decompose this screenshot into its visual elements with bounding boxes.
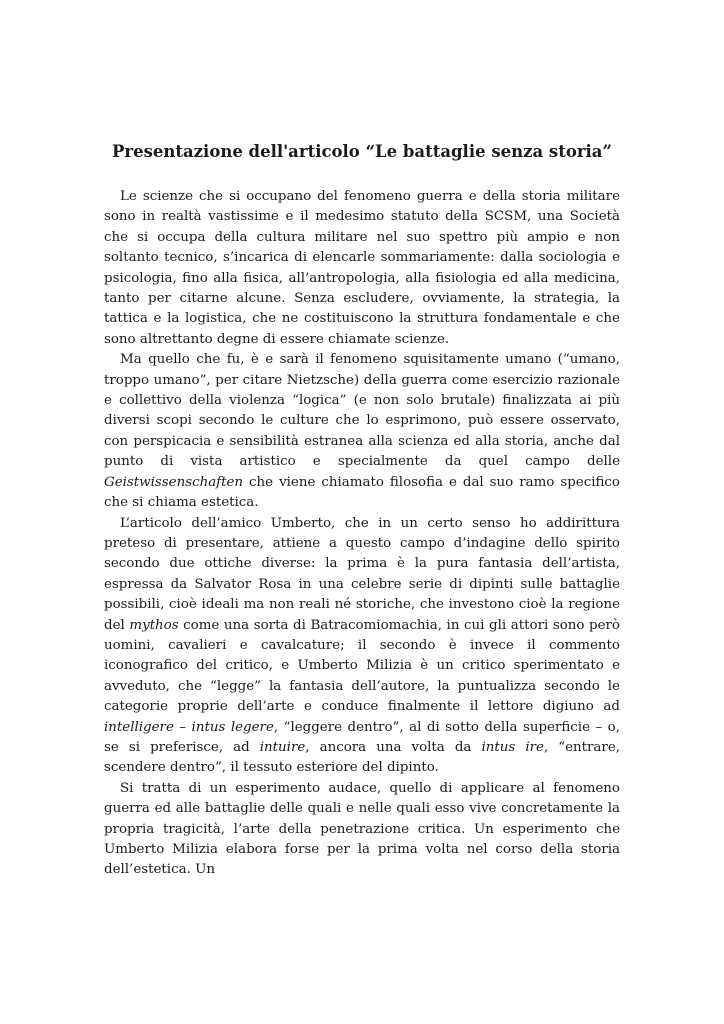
italic-term: Geistwissenschaften — [104, 474, 244, 490]
document-title: Presentazione dell'articolo “Le battaglie senza storia” — [111, 142, 612, 161]
italic-term: intuire — [259, 739, 306, 755]
italic-term: mythos — [129, 617, 179, 633]
paragraph-text: , “entrare, scendere dentro”, il tessuto esteriore del dipinto. — [104, 739, 620, 776]
paragraph-text: Si tratta di un esperimento audace, quello di applicare al fenomeno guerra ed alle battaglie delle quali e nelle quali esso vive concretamente la propria tragicità, l’arte della penetrazione critica. Un esperimento che Umberto Milizia elabora forse per la prima volta nel corso della storia dell’estetica. Un — [104, 780, 620, 878]
paragraph-text: Ma quello che fu, è e sarà il fenomeno squisitamente umano (“umano, troppo umano”, per citare Nietzsche) della guerra come esercizio razionale e collettivo della violenza “logica” (e non solo brutale) finalizzata ai più diversi scopi secondo le culture che lo esprimono, può essere osservato, con perspicacia e sensibilità estranea alla scienza ed alla storia, anche dal punto di vista artistico e specialmente da quel campo delle — [104, 352, 620, 470]
paragraph-text: Le scienze che si occupano del fenomeno guerra e della storia militare sono in realtà vastissime e il medesimo statuto della SCSM, una Società che si occupa della cultura militare nel suo spettro più ampio e non soltanto tecnico, s’incarica di elencarle sommariamente: dalla sociologia e psicologia, fino alla fisica, all’antropologia, alla fisiologia ed alla medicina, tanto per citarne alcune. Senza escludere, ovviamente, la strategia, la tattica e la logistica, che ne costituiscono la struttura fondamentale e che sono altrettanto degne di essere chiamate scienze. — [104, 189, 620, 347]
paragraph-3 — [104, 514, 620, 779]
paragraph-text: , “leggere dentro”, al di sotto della superficie – o, se si preferisce, ad — [104, 719, 620, 755]
italic-term: intus ire — [481, 739, 544, 755]
paragraph-1 — [104, 187, 620, 350]
document-body — [104, 187, 620, 881]
paragraph-text: , ancora una volta da — [305, 739, 482, 755]
paragraph-text: come una sorta di Batracomiomachia, in cui gli attori sono però uomini, cavalieri e cavalcature; il secondo è invece il commento iconografico del critico, e Umberto Milizia è un critico sperimentato e avveduto, che “legge” la fantasia dell’autore, la puntualizza secondo le categorie proprie dell’arte e conduce finalmente il lettore digiuno ad — [104, 617, 620, 715]
paragraph-2 — [104, 350, 620, 513]
paragraph-4 — [104, 779, 620, 881]
italic-term: intelligere – intus legere — [104, 719, 274, 735]
paragraph-text: che viene chiamato filosofia e dal suo ramo specifico che si chiama estetica. — [104, 474, 620, 511]
paragraph-text: L’articolo dell’amico Umberto, che in un certo senso ho addirittura preteso di presentare, attiene a questo campo d’indagine dello spirito secondo due ottiche diverse: la prima è la pura fantasia dell’artista, espressa da Salvator Rosa in una celebre serie di dipinti sulle battaglie possibili, cioè ideali ma non reali né storiche, che investono cioè la regione del — [104, 515, 620, 633]
